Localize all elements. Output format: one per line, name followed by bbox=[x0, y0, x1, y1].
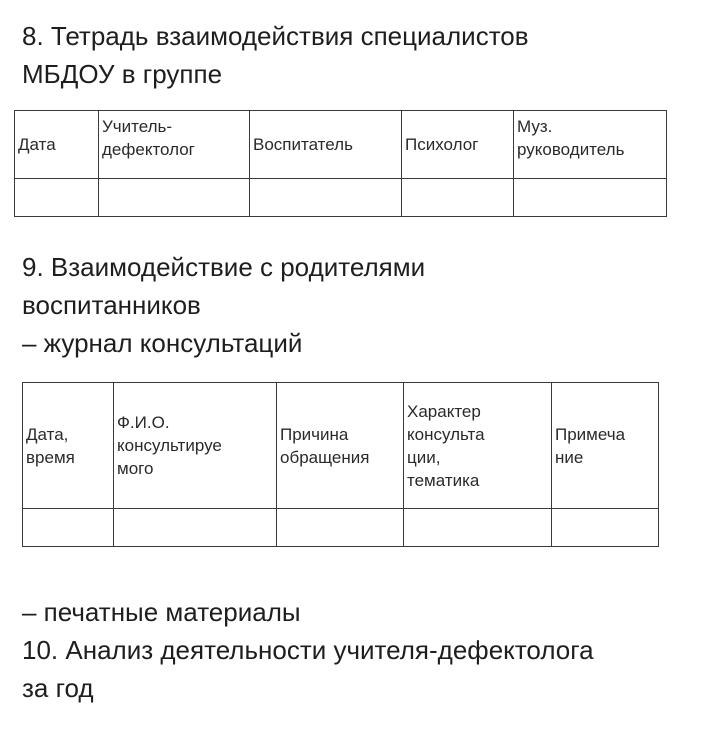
header-cell-psychologist: Психолог bbox=[402, 111, 514, 179]
consultations-table bbox=[22, 382, 659, 547]
table-row bbox=[23, 509, 659, 547]
title-line: МБДОУ в группе bbox=[22, 59, 223, 89]
table-header-row bbox=[23, 383, 659, 509]
header-cell-reason: Причина обращения bbox=[277, 383, 404, 509]
table-cell[interactable] bbox=[402, 179, 514, 217]
title-line: – журнал консультаций bbox=[22, 328, 303, 358]
title-line: 8. Тетрадь взаимодействия специалистов bbox=[22, 21, 529, 51]
footer-text bbox=[22, 593, 594, 707]
table-cell[interactable] bbox=[404, 509, 552, 547]
table-cell[interactable] bbox=[114, 509, 277, 547]
header-cell-consultee-name: Ф.И.О. консультируе мого bbox=[114, 383, 277, 509]
header-cell-date: Дата bbox=[15, 111, 99, 179]
title-line: воспитанников bbox=[22, 290, 201, 320]
table-cell[interactable] bbox=[552, 509, 659, 547]
title-line: 9. Взаимодействие с родителями bbox=[22, 252, 426, 282]
section-8-title bbox=[22, 17, 529, 93]
section-9-title bbox=[22, 248, 425, 362]
table-cell[interactable] bbox=[514, 179, 667, 217]
table-cell[interactable] bbox=[99, 179, 250, 217]
header-cell-music-director: Муз. руководитель bbox=[514, 111, 667, 179]
header-cell-date-time: Дата, время bbox=[23, 383, 114, 509]
table-cell[interactable] bbox=[250, 179, 402, 217]
table-cell[interactable] bbox=[15, 179, 99, 217]
header-cell-consultation-type: Характер консульта ции, тематика bbox=[404, 383, 552, 509]
header-cell-notes: Примеча ние bbox=[552, 383, 659, 509]
footer-line-section-10: 10. Анализ деятельности учителя-дефектолога bbox=[22, 635, 594, 665]
table-row bbox=[15, 179, 667, 217]
header-cell-teacher-defectologist: Учитель- дефектолог bbox=[99, 111, 250, 179]
footer-line-printed-materials: – печатные материалы bbox=[22, 597, 301, 627]
specialists-table bbox=[14, 110, 667, 217]
header-cell-educator: Воспитатель bbox=[250, 111, 402, 179]
table-cell[interactable] bbox=[23, 509, 114, 547]
footer-line-section-10-cont: за год bbox=[22, 673, 94, 703]
table-header-row bbox=[15, 111, 667, 179]
table-cell[interactable] bbox=[277, 509, 404, 547]
